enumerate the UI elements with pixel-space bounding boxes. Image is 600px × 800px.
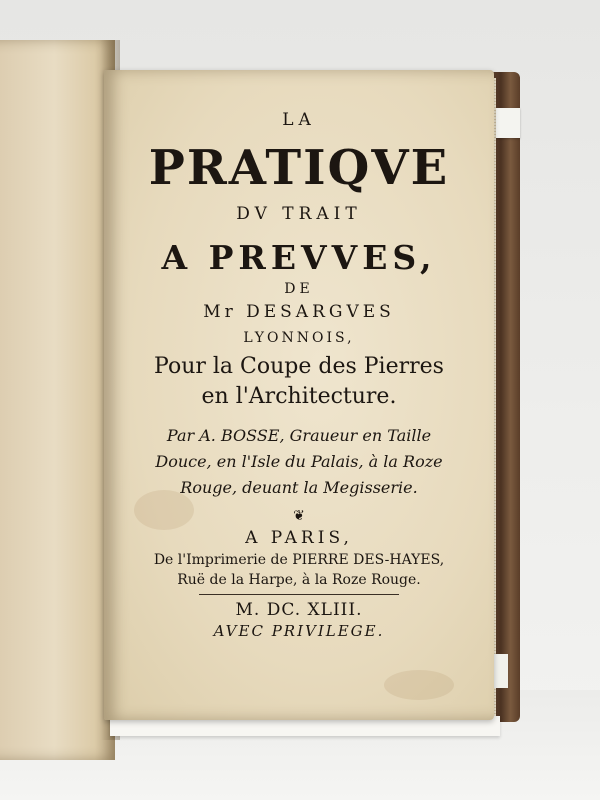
- left-page: [0, 40, 115, 760]
- subtitle-line-2: en l'Architecture.: [201, 384, 397, 409]
- engraver-line-3: Rouge, deuant la Megisserie.: [180, 478, 418, 497]
- imprint-place: A PARIS,: [245, 528, 353, 548]
- author-line: Mr DESARGVES: [203, 302, 395, 322]
- paper-bookmark: [496, 108, 520, 138]
- imprint-printer: De l'Imprimerie de PIERRE DES-HAYES,: [153, 552, 445, 568]
- imprint-address: Ruë de la Harpe, à la Roze Rouge.: [177, 572, 421, 588]
- title-main: PRATIQVE: [148, 140, 450, 196]
- line-a-preuves: A PREVVES,: [161, 238, 437, 277]
- paper-bookmark-lower: [494, 654, 508, 688]
- foxing-stain: [384, 670, 454, 700]
- line-lyonnois: LYONNOIS,: [243, 330, 355, 346]
- title-page: [104, 70, 494, 720]
- line-la: LA: [282, 110, 316, 130]
- fleuron-ornament: ❦: [293, 508, 305, 524]
- imprint-date: M. DC. XLIII.: [235, 600, 363, 620]
- line-du-trait: DV TRAIT: [236, 204, 362, 224]
- engraver-line-2: Douce, en l'Isle du Palais, à la Roze: [155, 452, 443, 471]
- divider-rule: [199, 594, 399, 595]
- subtitle-line-1: Pour la Coupe des Pierres: [154, 354, 444, 379]
- privilege-line: AVEC PRIVILEGE.: [213, 622, 385, 640]
- line-de: DE: [284, 281, 314, 297]
- engraver-line-1: Par A. BOSSE, Graueur en Taille: [166, 426, 432, 445]
